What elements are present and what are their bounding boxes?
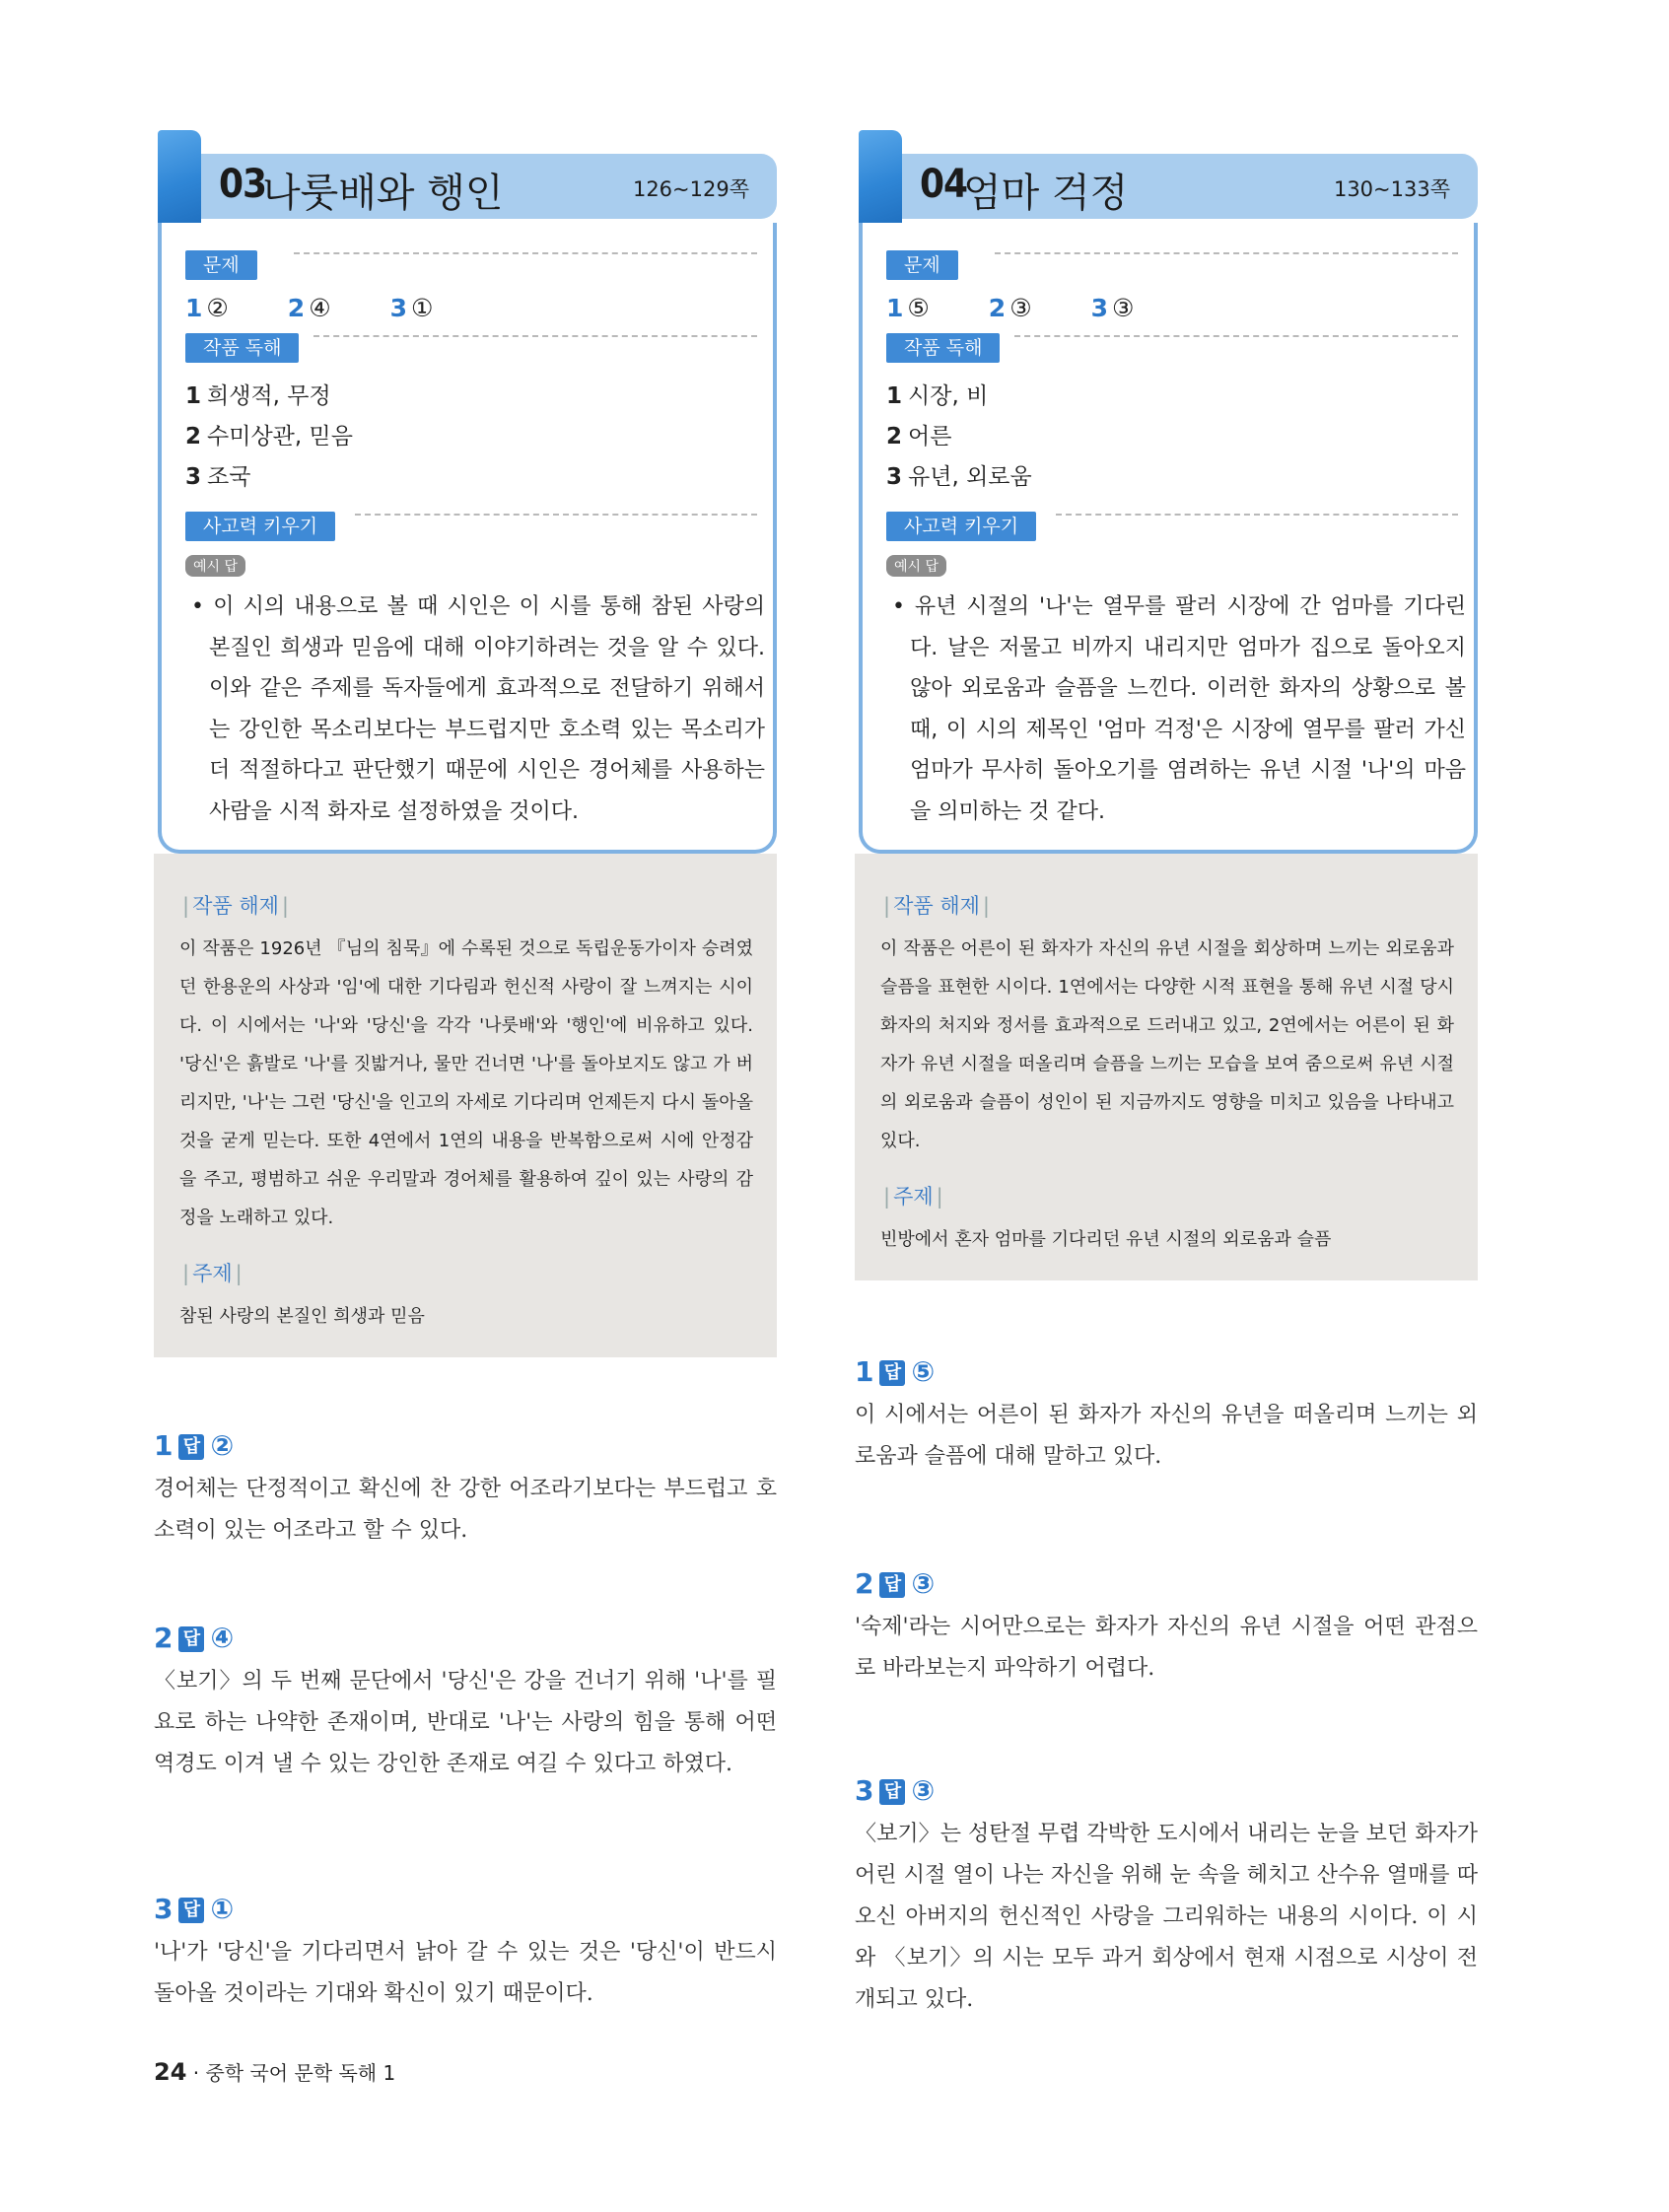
section-number: 03	[219, 162, 267, 207]
commentary-box	[855, 854, 1478, 1280]
explanation-2: 2 답 ④ 〈보기〉의 두 번째 문단에서 '당신'은 강을 건너기 위해 '나'를 필요로 하는 나약한 존재이며, 반대로 '나'는 사랑의 힘을 통해 어떤 역경도 이겨 낼 수 있는 강인한 존재로 여길 수 있다고 하였다.	[154, 1622, 777, 1776]
answer-item: 1 ②	[185, 294, 229, 322]
page-range: 130~133쪽	[1333, 177, 1450, 201]
theme-heading: | 주제 |	[182, 1262, 243, 1285]
answer-badge: 답	[879, 1572, 905, 1598]
bookmark-flag-icon	[859, 130, 902, 227]
thinking-answer: • 유년 시절의 '나'는 열무를 팔러 시장에 간 엄마를 기다린다. 날은 저물고 비까지 내리지만 엄마가 집으로 돌아오지 않아 외로움과 슬픔을 느낀다. 이러한 화자의 상황으로 볼 때, 이 시의 제목인 '엄마 걱정'은 시장에 열무를 팔러 가신 엄마가 무사히 돌아오기를 염려하는 유년 시절 '나'의 마음을 의미하는 것 같다.	[892, 594, 1466, 824]
answer-box	[158, 223, 777, 854]
explanation-2: 2 답 ③ '숙제'라는 시어만으로는 화자가 자신의 유년 시절을 어떤 관점으로 바라보는지 파악하기 어렵다.	[855, 1567, 1478, 1681]
list-item: 2 어른	[886, 424, 952, 449]
theme-heading: | 주제 |	[883, 1185, 943, 1209]
answer-box	[859, 223, 1478, 854]
divider	[355, 514, 757, 516]
thinking-answer: • 이 시의 내용으로 볼 때 시인은 이 시를 통해 참된 사랑의 본질인 희생과 믿음에 대해 이야기하려는 것을 알 수 있다. 이와 같은 주제를 독자들에게 효과적으로 전달하기 위해서는 강인한 목소리보다는 부드럽지만 호소력 있는 목소리가 더 적절하다고 판단했기 때문에 시인은 경어체를 사용하는 사람을 시적 화자로 설정하였을 것이다.	[191, 594, 765, 824]
list-item: 3 조국	[185, 464, 251, 490]
reading-label: 작품 독해	[886, 333, 1000, 363]
answer-key-row	[886, 294, 1466, 333]
section-title: 엄마 걱정	[963, 171, 1129, 216]
section-header-03	[154, 126, 777, 223]
right-column	[855, 126, 1478, 1280]
commentary-heading: | 작품 해제 |	[182, 894, 289, 918]
list-item: 1 시장, 비	[886, 383, 989, 409]
explanation-3: 3 답 ① '나'가 '당신'을 기다리면서 낡아 갈 수 있는 것은 '당신'이 반드시 돌아올 것이라는 기대와 확신이 있기 때문이다.	[154, 1893, 777, 2006]
section-title: 나룻배와 행인	[262, 171, 504, 216]
thinking-label: 사고력 키우기	[886, 512, 1036, 541]
left-column	[154, 126, 777, 1357]
divider	[995, 252, 1458, 254]
bookmark-flag-icon	[158, 130, 201, 227]
problems-label: 문제	[886, 250, 958, 280]
answer-badge: 답	[178, 1434, 204, 1460]
answer-item: 1 ⑤	[886, 294, 930, 322]
example-answer-tag: 예시 답	[185, 555, 245, 577]
theme-text: 빈방에서 혼자 엄마를 기다리던 유년 시절의 외로움과 슬픔	[880, 1229, 1332, 1250]
section-number: 04	[920, 162, 968, 207]
answer-badge: 답	[178, 1898, 204, 1923]
divider	[1056, 514, 1458, 516]
explanation-1: 1 답 ② 경어체는 단정적이고 확신에 찬 강한 어조라기보다는 부드럽고 호소력이 있는 어조라고 할 수 있다.	[154, 1429, 777, 1543]
example-answer-tag: 예시 답	[886, 555, 946, 577]
explanation-1: 1 답 ⑤ 이 시에서는 어른이 된 화자가 자신의 유년을 떠올리며 느끼는 외로움과 슬픔에 대해 말하고 있다.	[855, 1355, 1478, 1469]
page-footer: 24 · 중학 국어 문학 독해 1	[154, 2058, 396, 2086]
page-number: 24	[154, 2058, 187, 2086]
book-title: 중학 국어 문학 독해 1	[205, 2061, 396, 2085]
divider	[1014, 335, 1458, 337]
list-item: 1 희생적, 무정	[185, 383, 331, 409]
list-item: 3 유년, 외로움	[886, 464, 1032, 490]
theme-text: 참된 사랑의 본질인 희생과 믿음	[179, 1306, 425, 1327]
divider	[294, 252, 757, 254]
thinking-label: 사고력 키우기	[185, 512, 335, 541]
reading-list	[185, 377, 765, 498]
answer-item: 3 ①	[389, 294, 434, 322]
explanation-3: 3 답 ③ 〈보기〉는 성탄절 무렵 각박한 도시에서 내리는 눈을 보던 화자가 어린 시절 열이 나는 자신을 위해 눈 속을 헤치고 산수유 열매를 따 오신 아버지의 헌신적인 사랑을 그리워하는 내용의 시이다. 이 시와 〈보기〉의 시는 모두 과거 회상에서 현재 시점으로 시상이 전개되고 있다.	[855, 1774, 1478, 2012]
commentary-text: 이 작품은 어른이 된 화자가 자신의 유년 시절을 회상하며 느끼는 외로움과 슬픔을 표현한 시이다. 1연에서는 다양한 시적 표현을 통해 유년 시절 당시 화자의 처지와 정서를 효과적으로 드러내고 있고, 2연에서는 어른이 된 화자가 유년 시절을 떠올리며 슬픔을 느끼는 모습을 보여 줌으로써 유년 시절의 외로움과 슬픔이 성인이 된 지금까지도 영향을 미치고 있음을 나타내고 있다.	[880, 938, 1454, 1151]
answer-key-row	[185, 294, 765, 333]
commentary-heading: | 작품 해제 |	[883, 894, 990, 918]
answer-badge: 답	[178, 1626, 204, 1652]
answer-item: 2 ③	[988, 294, 1032, 322]
reading-label: 작품 독해	[185, 333, 299, 363]
page-range: 126~129쪽	[632, 177, 749, 201]
problems-label: 문제	[185, 250, 257, 280]
commentary-text: 이 작품은 1926년 『님의 침묵』에 수록된 것으로 독립운동가이자 승려였던 한용운의 사상과 '임'에 대한 기다림과 헌신적 사랑이 잘 느껴지는 시이다. 이 시에서는 '나'와 '당신'을 각각 '나룻배'와 '행인'에 비유하고 있다. '당신'은 흙발로 '나'를 짓밟거나, 물만 건너면 '나'를 돌아보지도 않고 가 버리지만, '나'는 그런 '당신'을 인고의 자세로 기다리며 언제든지 다시 돌아올 것을 굳게 믿는다. 또한 4연에서 1연의 내용을 반복함으로써 시에 안정감을 주고, 평범하고 쉬운 우리말과 경어체를 활용하여 깊이 있는 사랑의 감정을 노래하고 있다.	[179, 938, 753, 1228]
answer-item: 3 ③	[1090, 294, 1135, 322]
reading-list	[886, 377, 1466, 498]
section-header-04	[855, 126, 1478, 223]
divider	[313, 335, 757, 337]
commentary-box	[154, 854, 777, 1357]
list-item: 2 수미상관, 믿음	[185, 424, 353, 449]
answer-item: 2 ④	[287, 294, 331, 322]
answer-badge: 답	[879, 1779, 905, 1805]
answer-badge: 답	[879, 1360, 905, 1386]
